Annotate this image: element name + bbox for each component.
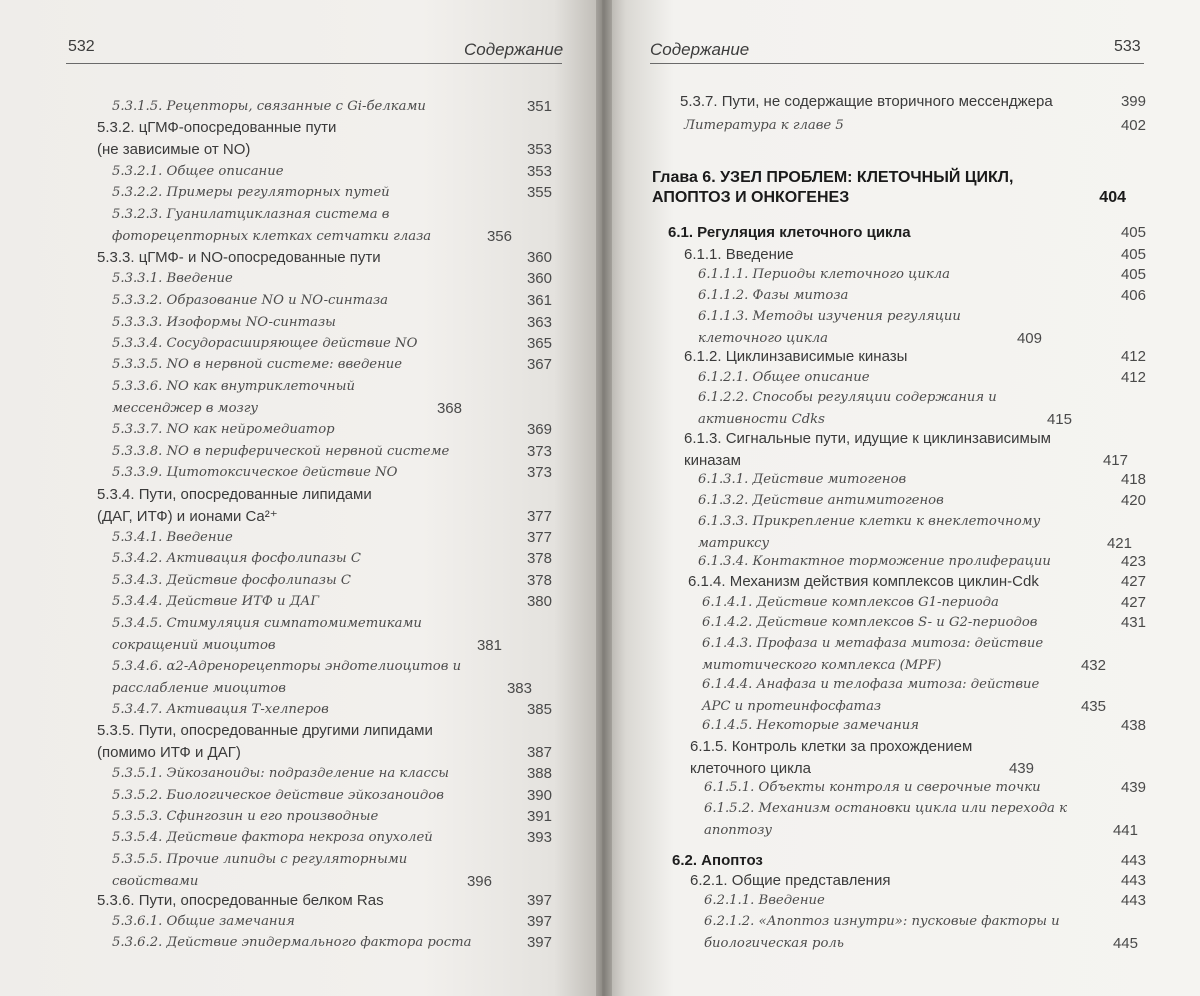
toc-entry: 5.3.4.7. Активация Т-хелперов 385	[112, 701, 552, 718]
toc-entry: 5.3.3. цГМФ- и NO-опосредованные пути 360	[97, 249, 552, 266]
toc-entry: 6.1.4. Механизм действия комплексов циклин-Cdk 427	[688, 573, 1146, 590]
toc-entry: 5.3.4. Пути, опосредованные липидами	[97, 486, 372, 503]
toc-entry: 5.3.2.1. Общее описание 353	[112, 163, 552, 180]
toc-entry: 6.1.1.1. Периоды клеточного цикла 405	[698, 266, 1146, 283]
toc-entry: (не зависимые от NO) 353	[97, 141, 552, 158]
toc-entry: 6.2.1. Общие представления 443	[690, 872, 1146, 889]
header-rule	[66, 63, 562, 64]
toc-entry: 6.1. Регуляция клеточного цикла 405	[668, 224, 1146, 241]
chapter-heading: Глава 6. УЗЕЛ ПРОБЛЕМ: КЛЕТОЧНЫЙ ЦИКЛ, АПОПТОЗ И ОНКОГЕНЕЗ 404	[652, 169, 1126, 206]
toc-entry: 5.3.2. цГМФ-опосредованные пути	[97, 119, 337, 136]
toc-entry: Литература к главе 5 402	[684, 117, 1146, 134]
toc-entry: (помимо ИТФ и ДАГ) 387	[97, 744, 552, 761]
toc-entry: 5.3.3.1. Введение 360	[112, 270, 552, 287]
toc-entry: 6.1.1.3. Методы изучения регуляции клеточного цикла 409	[698, 309, 1042, 347]
page-number: 532	[68, 38, 95, 55]
header-rule	[650, 63, 1144, 64]
toc-entry: 6.1.4.4. Анафаза и телофаза митоза: действие APC и протеинфосфатаз 435	[702, 677, 1106, 715]
toc-entry: 5.3.5.4. Действие фактора некроза опухолей 393	[112, 829, 552, 846]
toc-entry: 6.1.4.5. Некоторые замечания 438	[702, 717, 1146, 734]
toc-entry: 6.1.4.3. Профаза и метафаза митоза: действие митотического комплекса (MPF) 432	[702, 636, 1106, 674]
toc-entry: 5.3.3.4. Сосудорасширяющее действие NO 365	[112, 335, 552, 352]
toc-entry: 5.3.6.2. Действие эпидермального фактора роста 397	[112, 934, 552, 951]
toc-entry: (ДАГ, ИТФ) и ионами Ca²⁺ 377	[97, 508, 552, 525]
toc-entry: 5.3.2.3. Гуанилатциклазная система в фоторецепторных клетках сетчатки глаза 356	[112, 207, 512, 245]
toc-entry: 5.3.3.2. Образование NO и NO-синтаза 361	[112, 292, 552, 309]
toc-entry: 5.3.5. Пути, опосредованные другими липидами	[97, 722, 433, 739]
running-head: Содержание	[650, 40, 750, 59]
toc-entry: 5.3.7. Пути, не содержащие вторичного мессенджера 399	[680, 93, 1146, 110]
toc-entry: 6.1.2.2. Способы регуляции содержания и активности Cdks 415	[698, 390, 1072, 428]
toc-entry: 5.3.4.5. Стимуляция симпатомиметиками сокращений миоцитов 381	[112, 616, 502, 654]
toc-entry: 6.1.4.1. Действие комплексов G1-периода 427	[702, 594, 1146, 611]
page-number: 533	[1114, 38, 1141, 55]
toc-entry: 6.1.3.4. Контактное торможение пролиферации 423	[698, 553, 1146, 570]
toc-entry: 5.3.4.1. Введение 377	[112, 529, 552, 546]
toc-entry: 6.1.4.2. Действие комплексов S- и G2-периодов 431	[702, 614, 1146, 631]
toc-entry: 6.1.1.2. Фазы митоза 406	[698, 287, 1146, 304]
toc-entry: 5.3.4.2. Активация фосфолипазы С 378	[112, 550, 552, 567]
book-gutter	[596, 0, 612, 996]
toc-entry: 5.3.4.6. α2-Адренорецепторы эндотелиоцитов и расслабление миоцитов 383	[112, 659, 532, 697]
toc-entry: 6.1.3.2. Действие антимитогенов 420	[698, 492, 1146, 509]
toc-entry: 5.3.5.1. Эйкозаноиды: подразделение на классы 388	[112, 765, 552, 782]
toc-entry: 6.1.3.3. Прикрепление клетки к внеклеточному матриксу 421	[698, 514, 1132, 552]
toc-entry: 5.3.4.3. Действие фосфолипазы С 378	[112, 572, 552, 589]
toc-entry: 6.1.3. Сигнальные пути, идущие к циклинзависимым киназам 417	[684, 430, 1128, 469]
toc-entry: 6.2.1.1. Введение 443	[704, 892, 1146, 909]
toc-entry: 5.3.4.4. Действие ИТФ и ДАГ 380	[112, 593, 552, 610]
toc-entry: 6.1.5. Контроль клетки за прохождением клеточного цикла 439	[690, 738, 1034, 777]
toc-entry: 5.3.3.3. Изоформы NO-синтазы 363	[112, 314, 552, 331]
toc-entry: 5.3.5.3. Сфингозин и его производные 391	[112, 808, 552, 825]
toc-entry: 6.2. Апоптоз 443	[672, 852, 1146, 869]
toc-entry: 6.1.5.1. Объекты контроля и сверочные точки 439	[704, 779, 1146, 796]
toc-entry: 5.3.6.1. Общие замечания 397	[112, 913, 552, 930]
toc-entry: 5.3.6. Пути, опосредованные белком Ras 397	[97, 892, 552, 909]
toc-entry: 6.2.1.2. «Апоптоз изнутри»: пусковые факторы и биологическая роль 445	[704, 914, 1138, 952]
toc-entry: 5.3.3.7. NO как нейромедиатор 369	[112, 421, 552, 438]
toc-entry: 5.3.3.6. NO как внутриклеточный мессенджер в мозгу 368	[112, 379, 462, 417]
toc-entry: 6.1.5.2. Механизм остановки цикла или перехода к апоптозу 441	[704, 801, 1138, 839]
right-page	[602, 0, 1200, 996]
toc-entry: 6.1.3.1. Действие митогенов 418	[698, 471, 1146, 488]
toc-entry: 5.3.3.5. NO в нервной системе: введение 367	[112, 356, 552, 373]
toc-entry: 6.1.2.1. Общее описание 412	[698, 369, 1146, 386]
toc-entry: 5.3.3.9. Цитотоксическое действие NO 373	[112, 464, 552, 481]
toc-entry: 6.1.1. Введение 405	[684, 246, 1146, 263]
toc-entry: 5.3.5.5. Прочие липиды с регуляторными свойствами 396	[112, 852, 492, 890]
toc-entry: 5.3.1.5. Рецепторы, связанные с Gi-белками 351	[112, 98, 552, 115]
toc-entry: 5.3.2.2. Примеры регуляторных путей 355	[112, 184, 552, 201]
toc-entry: 6.1.2. Циклинзависимые киназы 412	[684, 348, 1146, 365]
toc-entry: 5.3.3.8. NO в периферической нервной системе 373	[112, 443, 552, 460]
toc-entry: 5.3.5.2. Биологическое действие эйкозаноидов 390	[112, 787, 552, 804]
running-head: Содержание	[464, 40, 564, 59]
